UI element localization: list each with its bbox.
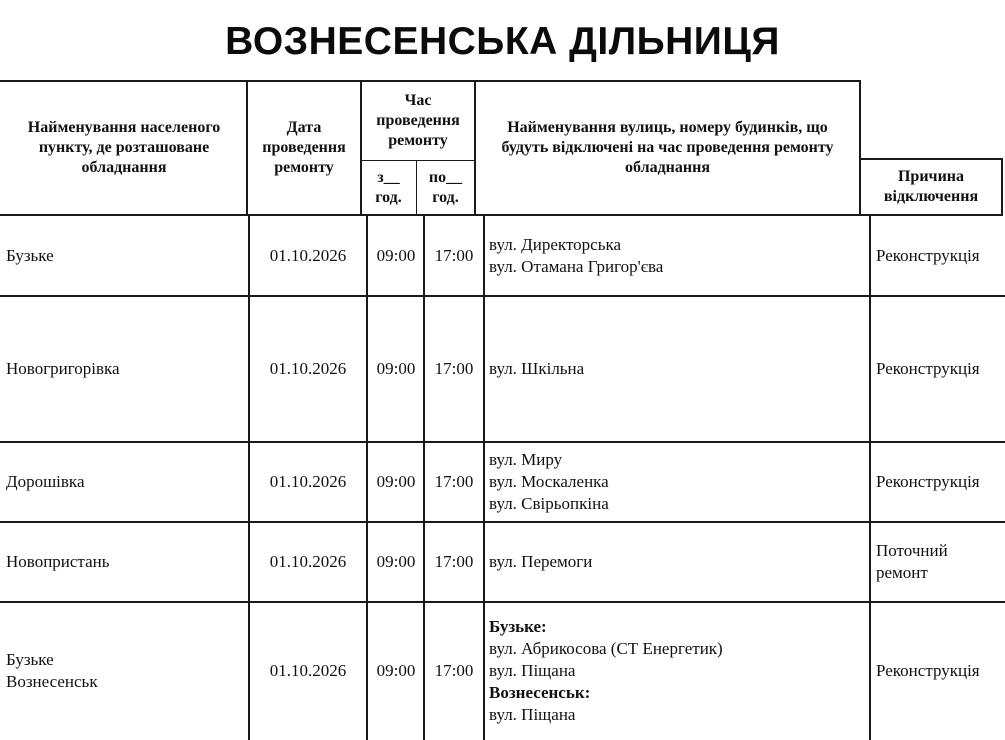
table-row [0,296,1005,442]
cell-date: 01.10.2026 [269,359,347,378]
street-name: вул. Абрикосова (СТ Енергетик) [489,639,723,658]
reason-line: Реконструкція [876,246,980,265]
cell-from: 09:00 [376,552,416,571]
header-divider-6 [1001,158,1003,216]
cell-reason [871,296,1005,442]
settlement-line: Дорошівка [6,472,85,491]
cell-from: 09:00 [376,246,416,265]
table-row [0,216,1005,296]
header-streets: Найменування вулиць, номеру будинків, що будуть відключені на час проведення ремонту обладнання [501,119,834,176]
cell-streets [485,522,869,602]
cell-streets [485,442,869,522]
cell-from: 09:00 [376,472,416,491]
cell-streets [485,602,869,740]
table-row [0,602,1005,740]
cell-reason [871,522,1005,602]
settlement-line: Бузьке [6,650,54,669]
cell-to: 17:00 [434,246,474,265]
reason-line: Реконструкція [876,661,980,680]
street-name: вул. Перемоги [489,552,593,571]
header-time-to: по__ год. [428,168,463,206]
street-group-label: Вознесенськ: [489,683,591,702]
reason-line: Поточний [876,541,948,560]
cell-streets [485,296,869,442]
street-name: вул. Піщана [489,661,576,680]
cell-to: 17:00 [434,661,474,680]
cell-settlement [2,602,248,740]
settlement-line: Бузьке [6,246,54,265]
cell-date: 01.10.2026 [269,472,347,491]
cell-from: 09:00 [376,359,416,378]
page-title: ВОЗНЕСЕНСЬКА ДІЛЬНИЦЯ [225,20,780,63]
table-row [0,442,1005,522]
header-reason: Причина відключення [883,168,979,205]
cell-streets [485,216,869,296]
header-time-from: з__ год. [375,168,402,206]
street-name: вул. Миру [489,450,563,469]
cell-settlement [2,216,248,296]
table-row [0,522,1005,602]
header-date: Дата проведення ремонту [262,119,346,176]
street-name: вул. Шкільна [489,359,585,378]
header-time-group: Час проведення ремонту [376,92,460,149]
header-settlement: Найменування населеного пункту, де розташоване обладнання [27,119,221,176]
street-name: вул. Піщана [489,705,576,724]
cell-settlement [2,522,248,602]
street-name: вул. Свірьопкіна [489,494,609,513]
outage-schedule-table [0,80,1005,739]
cell-reason [871,216,1005,296]
reason-line: Реконструкція [876,472,980,491]
cell-to: 17:00 [434,472,474,491]
street-name: вул. Москаленка [489,472,609,491]
cell-to: 17:00 [434,359,474,378]
street-group-label: Бузьке: [489,617,547,636]
reason-line: Реконструкція [876,359,980,378]
cell-reason [871,442,1005,522]
settlement-line: Новогригорівка [6,359,120,378]
street-name: вул. Директорська [489,235,622,254]
cell-settlement [2,296,248,442]
cell-reason [871,602,1005,740]
cell-date: 01.10.2026 [269,246,347,265]
cell-date: 01.10.2026 [269,552,347,571]
cell-settlement [2,442,248,522]
cell-date: 01.10.2026 [269,661,347,680]
settlement-line: Новопристань [6,552,110,571]
settlement-line: Вознесенськ [6,672,98,691]
street-name: вул. Отамана Григор'єва [489,257,664,276]
cell-to: 17:00 [434,552,474,571]
reason-line: ремонт [876,563,928,582]
cell-from: 09:00 [376,661,416,680]
